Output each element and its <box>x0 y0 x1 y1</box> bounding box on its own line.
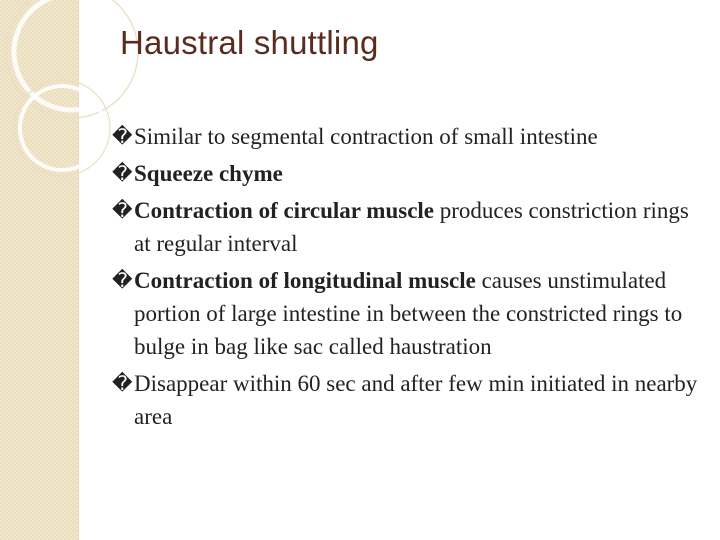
bullet-item <box>112 157 702 190</box>
bullet-marker: � <box>112 268 133 292</box>
bullet-marker: � <box>112 124 133 148</box>
bullet-bold-text: Squeeze chyme <box>134 161 283 186</box>
slide-title: Haustral shuttling <box>120 24 379 61</box>
bullet-bold-text: Contraction of circular muscle <box>134 198 435 223</box>
bullet-bold-text: Contraction of longitudinal muscle <box>134 268 476 293</box>
bullet-list <box>112 120 702 437</box>
bullet-item <box>112 367 702 433</box>
bullet-text: causes unstimulated portion of large intestine in between the constricted rings to bulge in bag like sac called haustration <box>134 268 683 359</box>
bullet-text: Disappear within 60 sec and after few min initiated in nearby area <box>134 371 698 429</box>
bullet-item <box>112 264 702 363</box>
bullet-item <box>112 194 702 260</box>
bullet-text: Similar to segmental contraction of small intestine <box>134 124 598 149</box>
bullet-item <box>112 120 702 153</box>
bullet-marker: � <box>112 198 133 222</box>
bullet-marker: � <box>112 161 133 185</box>
bullet-text: produces constriction rings at regular interval <box>134 198 689 256</box>
decorative-sidebar <box>0 0 79 540</box>
bullet-marker: � <box>112 371 133 395</box>
